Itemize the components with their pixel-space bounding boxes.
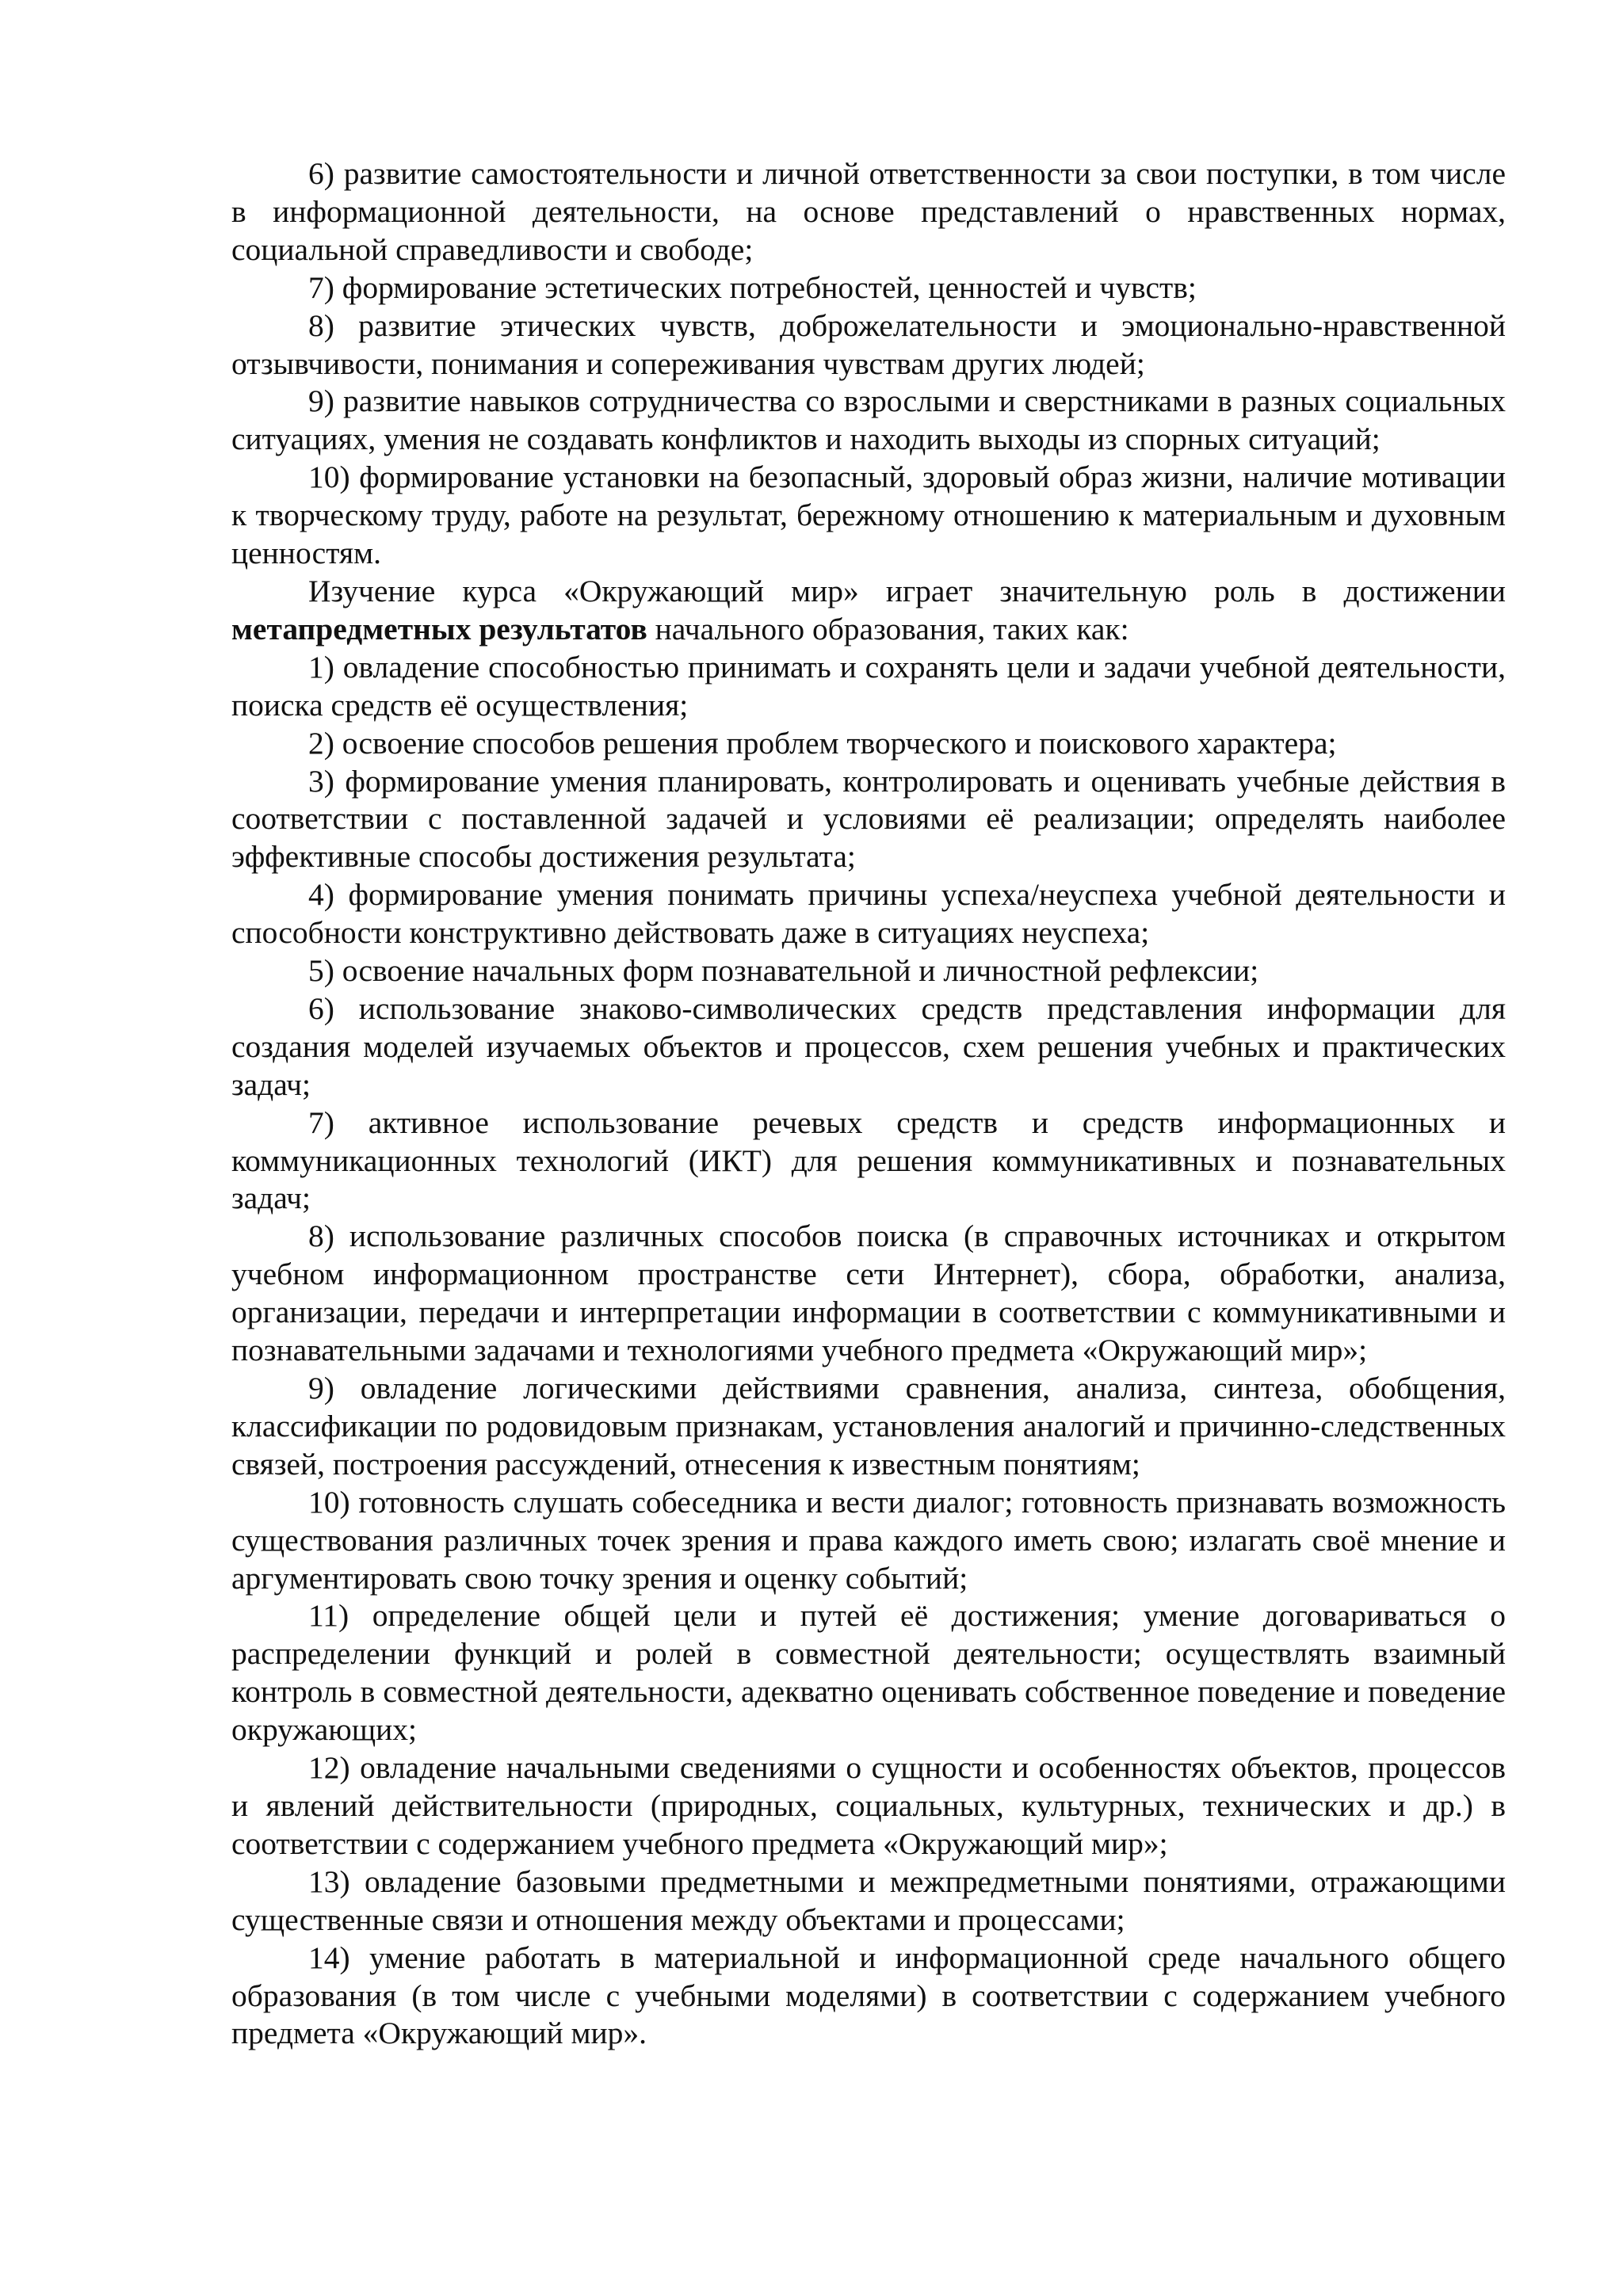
metasubject-intro-paragraph [231, 573, 1506, 649]
intro-text-before: Изучение курса «Окружающий мир» играет значительную роль в достижении [308, 573, 1506, 608]
metasubject-item-2: 2) освоение способов решения проблем творческого и поискового характера; [308, 725, 1337, 761]
metasubject-item-10: 10) готовность слушать собеседника и вести диалог; готовность признавать возможность существования различных точек зрения и права каждого иметь свою; излагать своё мнение и аргументировать свою точку зрения и оценку событий; [231, 1484, 1506, 1596]
personal-result-item-9: 9) развитие навыков сотрудничества со взрослыми и сверстниками в разных социальных ситуациях, умения не создавать конфликтов и находить выходы из спорных ситуаций; [231, 383, 1506, 457]
metasubject-item-4: 4) формирование умения понимать причины успеха/неуспеха учебной деятельности и способности конструктивно действовать даже в ситуациях неуспеха; [231, 877, 1506, 951]
document-page [231, 155, 1506, 2053]
intro-text-after: начального образования, таких как: [647, 611, 1129, 646]
metasubject-item-12: 12) овладение начальными сведениями о сущности и особенностях объектов, процессов и явлений действительности (природных, социальных, культурных, технических и др.) в соответствии с содержанием учебного предмета «Окружающий мир»; [231, 1750, 1506, 1861]
metasubject-item-13: 13) овладение базовыми предметными и межпредметными понятиями, отражающими существенные связи и отношения между объектами и процессами; [231, 1863, 1506, 1937]
intro-bold-term: метапредметных результатов [231, 611, 647, 646]
personal-result-item-7: 7) формирование эстетических потребностей, ценностей и чувств; [308, 269, 1197, 305]
personal-result-item-10: 10) формирование установки на безопасный, здоровый образ жизни, наличие мотивации к творческому труду, работе на результат, бережному отношению к материальным и духовным ценностям. [231, 460, 1506, 571]
metasubject-item-8: 8) использование различных способов поиска (в справочных источниках и открытом учебном информационном пространстве сети Интернет), сбора, обработки, анализа, организации, передачи и интерпретации информации в соответствии с коммуникативными и познавательными задачами и технологиями учебного предмета «Окружающий мир»; [231, 1219, 1506, 1368]
metasubject-item-7: 7) активное использование речевых средств и средств информационных и коммуникационных технологий (ИКТ) для решения коммуникативных и познавательных задач; [231, 1104, 1506, 1216]
metasubject-item-5: 5) освоение начальных форм познавательной и личностной рефлексии; [308, 953, 1259, 989]
metasubject-item-3: 3) формирование умения планировать, контролировать и оценивать учебные действия в соответствии с поставленной задачей и условиями её реализации; определять наиболее эффективные способы достижения результата; [231, 763, 1506, 875]
metasubject-item-6: 6) использование знаково-символических средств представления информации для создания моделей изучаемых объектов и процессов, схем решения учебных и практических задач; [231, 990, 1506, 1102]
metasubject-item-9: 9) овладение логическими действиями сравнения, анализа, синтеза, обобщения, классификации по родовидовым признакам, установления аналогий и причинно-следственных связей, построения рассуждений, отнесения к известным понятиям; [231, 1371, 1506, 1482]
personal-result-item-8: 8) развитие этических чувств, доброжелательности и эмоционально-нравственной отзывчивости, понимания и сопереживания чувствам других людей; [231, 307, 1506, 381]
metasubject-item-1: 1) овладение способностью принимать и сохранять цели и задачи учебной деятельности, поиска средств её осуществления; [231, 649, 1506, 723]
personal-result-item-6: 6) развитие самостоятельности и личной ответственности за свои поступки, в том числе в информационной деятельности, на основе представлений о нравственных нормах, социальной справедливости и свободе; [231, 156, 1506, 267]
metasubject-item-14: 14) умение работать в материальной и информационной среде начального общего образования (в том числе с учебными моделями) в соответствии с содержанием учебного предмета «Окружающий мир». [231, 1939, 1506, 2051]
metasubject-item-11: 11) определение общей цели и путей её достижения; умение договариваться о распределении функций и ролей в совместной деятельности; осуществлять взаимный контроль в совместной деятельности, адекватно оценивать собственное поведение и поведение окружающих; [231, 1598, 1506, 1748]
